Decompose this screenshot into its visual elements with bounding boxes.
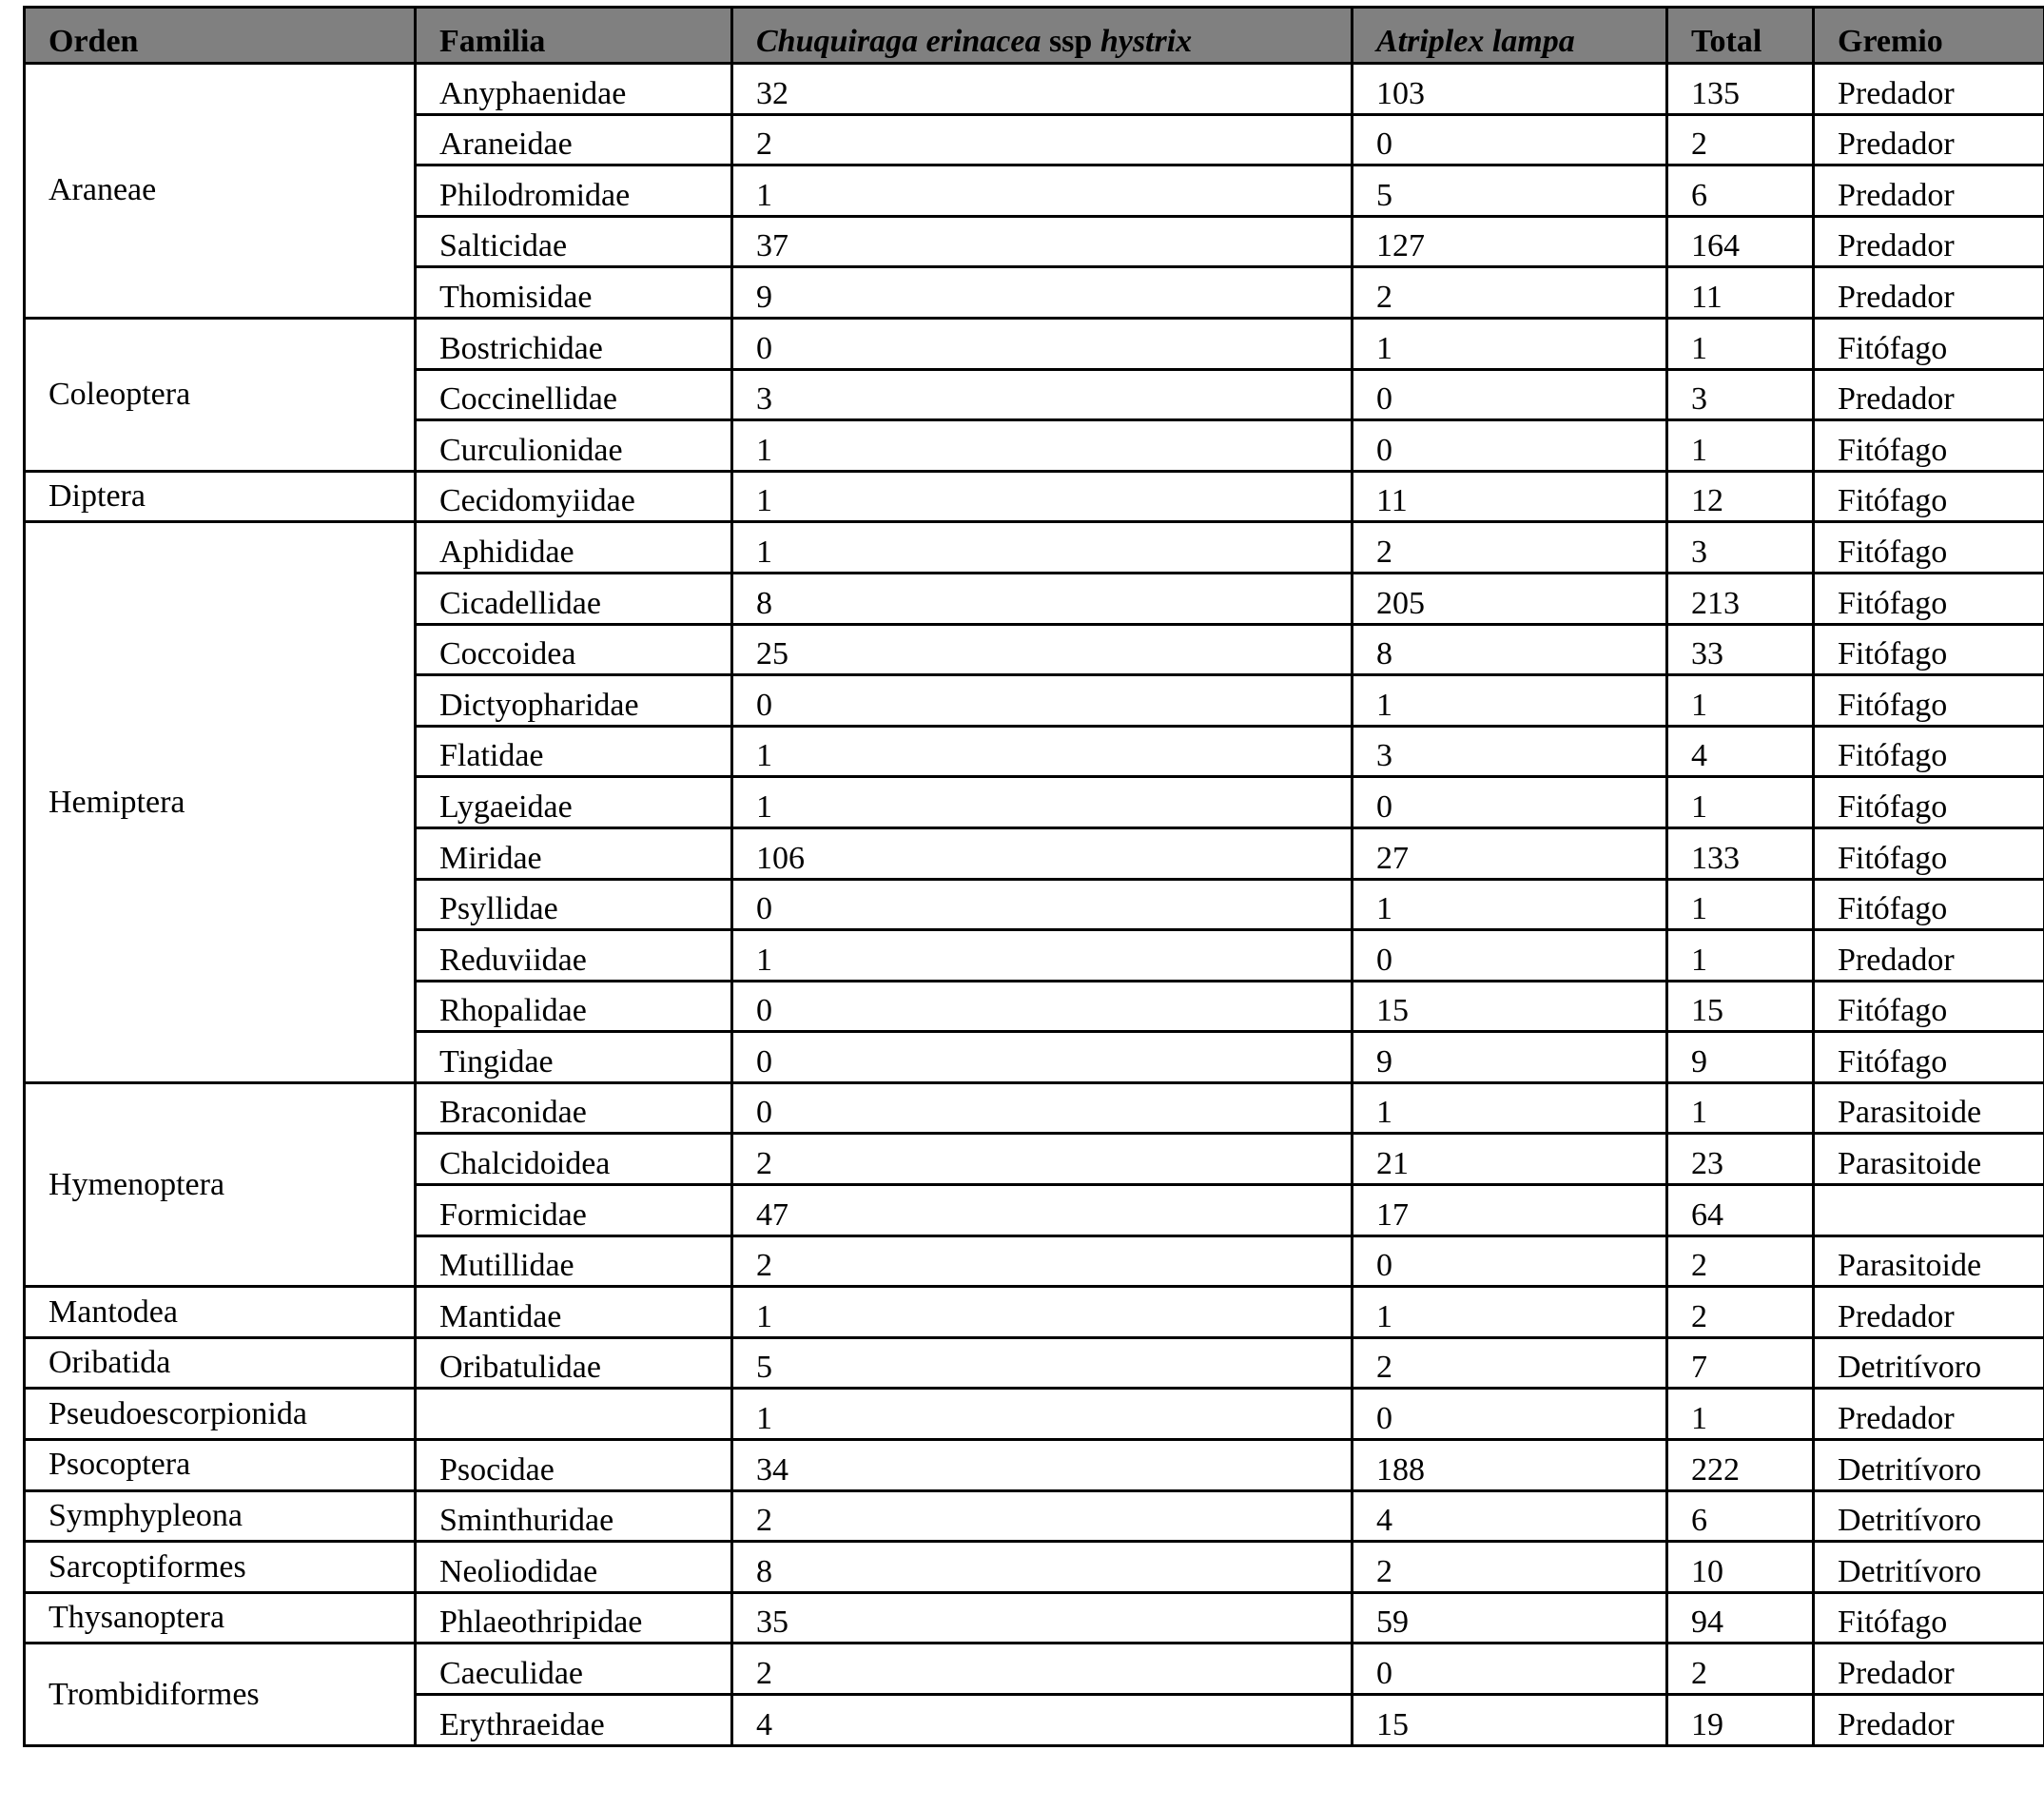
cell-orden: Trombidiformes bbox=[25, 1644, 416, 1745]
cell-gremio: Predador bbox=[1814, 930, 2044, 982]
cell-familia: Sminthuridae bbox=[416, 1490, 732, 1542]
cell-gremio: Detritívoro bbox=[1814, 1440, 2044, 1491]
cell-familia: Flatidae bbox=[416, 726, 732, 777]
cell-total: 64 bbox=[1667, 1185, 1814, 1236]
cell-atriplex: 1 bbox=[1353, 318, 1667, 369]
cell-chuquiraga: 2 bbox=[732, 1134, 1353, 1185]
cell-familia: Dictyopharidae bbox=[416, 675, 732, 727]
cell-chuquiraga: 1 bbox=[732, 522, 1353, 574]
cell-gremio: Fitófago bbox=[1814, 827, 2044, 879]
cell-total: 6 bbox=[1667, 165, 1814, 217]
cell-gremio: Detritívoro bbox=[1814, 1490, 2044, 1542]
cell-total: 3 bbox=[1667, 522, 1814, 574]
cell-gremio: Predador bbox=[1814, 1644, 2044, 1695]
cell-familia: Neoliodidae bbox=[416, 1542, 732, 1593]
cell-total: 12 bbox=[1667, 471, 1814, 522]
header-species-1-genus: Chuquiraga erinacea bbox=[756, 24, 1041, 59]
cell-orden: Symphypleona bbox=[25, 1490, 416, 1542]
cell-gremio: Predador bbox=[1814, 1695, 2044, 1746]
cell-gremio: Fitófago bbox=[1814, 420, 2044, 472]
cell-atriplex: 11 bbox=[1353, 471, 1667, 522]
cell-chuquiraga: 0 bbox=[732, 318, 1353, 369]
table-row bbox=[25, 1082, 2044, 1134]
cell-orden: Psocoptera bbox=[25, 1440, 416, 1491]
cell-chuquiraga: 25 bbox=[732, 624, 1353, 675]
cell-total: 2 bbox=[1667, 114, 1814, 165]
cell-total: 15 bbox=[1667, 981, 1814, 1032]
arthropod-table bbox=[23, 6, 2044, 1747]
cell-chuquiraga: 35 bbox=[732, 1592, 1353, 1644]
table-row bbox=[25, 318, 2044, 369]
cell-gremio: Fitófago bbox=[1814, 879, 2044, 930]
cell-orden: Mantodea bbox=[25, 1287, 416, 1338]
cell-gremio: Fitófago bbox=[1814, 1592, 2044, 1644]
cell-chuquiraga: 8 bbox=[732, 1542, 1353, 1593]
table-row bbox=[25, 1287, 2044, 1338]
cell-atriplex: 0 bbox=[1353, 1235, 1667, 1287]
cell-gremio: Fitófago bbox=[1814, 624, 2044, 675]
cell-familia: Lygaeidae bbox=[416, 777, 732, 828]
cell-atriplex: 0 bbox=[1353, 369, 1667, 420]
cell-total: 2 bbox=[1667, 1235, 1814, 1287]
cell-chuquiraga: 0 bbox=[732, 1082, 1353, 1134]
cell-orden: Coleoptera bbox=[25, 318, 416, 471]
cell-gremio: Fitófago bbox=[1814, 981, 2044, 1032]
cell-familia: Miridae bbox=[416, 827, 732, 879]
cell-familia: Thomisidae bbox=[416, 267, 732, 319]
cell-total: 1 bbox=[1667, 930, 1814, 982]
cell-gremio: Predador bbox=[1814, 64, 2044, 115]
cell-chuquiraga: 106 bbox=[732, 827, 1353, 879]
cell-familia: Reduviidae bbox=[416, 930, 732, 982]
cell-chuquiraga: 3 bbox=[732, 369, 1353, 420]
cell-familia: Philodromidae bbox=[416, 165, 732, 217]
cell-atriplex: 2 bbox=[1353, 522, 1667, 574]
cell-total: 1 bbox=[1667, 675, 1814, 727]
cell-atriplex: 205 bbox=[1353, 573, 1667, 624]
cell-familia: Araneidae bbox=[416, 114, 732, 165]
cell-chuquiraga: 5 bbox=[732, 1337, 1353, 1389]
cell-familia: Tingidae bbox=[416, 1032, 732, 1083]
cell-atriplex: 27 bbox=[1353, 827, 1667, 879]
cell-gremio: Fitófago bbox=[1814, 522, 2044, 574]
cell-atriplex: 59 bbox=[1353, 1592, 1667, 1644]
cell-atriplex: 2 bbox=[1353, 1337, 1667, 1389]
table-row bbox=[25, 1389, 2044, 1440]
cell-atriplex: 9 bbox=[1353, 1032, 1667, 1083]
table-row bbox=[25, 1644, 2044, 1695]
cell-chuquiraga: 0 bbox=[732, 879, 1353, 930]
cell-gremio: Predador bbox=[1814, 165, 2044, 217]
cell-familia: Oribatulidae bbox=[416, 1337, 732, 1389]
header-orden: Orden bbox=[25, 8, 416, 64]
cell-atriplex: 8 bbox=[1353, 624, 1667, 675]
cell-chuquiraga: 1 bbox=[732, 165, 1353, 217]
cell-atriplex: 1 bbox=[1353, 1082, 1667, 1134]
cell-atriplex: 103 bbox=[1353, 64, 1667, 115]
cell-atriplex: 1 bbox=[1353, 675, 1667, 727]
cell-total: 213 bbox=[1667, 573, 1814, 624]
header-species-2: Atriplex lampa bbox=[1353, 8, 1667, 64]
cell-chuquiraga: 1 bbox=[732, 777, 1353, 828]
cell-familia: Caeculidae bbox=[416, 1644, 732, 1695]
cell-atriplex: 0 bbox=[1353, 114, 1667, 165]
cell-atriplex: 15 bbox=[1353, 981, 1667, 1032]
cell-total: 1 bbox=[1667, 879, 1814, 930]
header-familia: Familia bbox=[416, 8, 732, 64]
cell-atriplex: 17 bbox=[1353, 1185, 1667, 1236]
cell-gremio: Predador bbox=[1814, 114, 2044, 165]
cell-orden: Hymenoptera bbox=[25, 1082, 416, 1286]
cell-chuquiraga: 0 bbox=[732, 981, 1353, 1032]
cell-atriplex: 188 bbox=[1353, 1440, 1667, 1491]
cell-familia: Braconidae bbox=[416, 1082, 732, 1134]
cell-gremio: Detritívoro bbox=[1814, 1542, 2044, 1593]
cell-atriplex: 15 bbox=[1353, 1695, 1667, 1746]
cell-orden: Oribatida bbox=[25, 1337, 416, 1389]
cell-familia bbox=[416, 1389, 732, 1440]
cell-total: 9 bbox=[1667, 1032, 1814, 1083]
cell-familia: Cecidomyiidae bbox=[416, 471, 732, 522]
cell-familia: Coccinellidae bbox=[416, 369, 732, 420]
cell-orden: Diptera bbox=[25, 471, 416, 522]
cell-total: 2 bbox=[1667, 1287, 1814, 1338]
cell-gremio: Fitófago bbox=[1814, 777, 2044, 828]
table-row bbox=[25, 1440, 2044, 1491]
cell-total: 33 bbox=[1667, 624, 1814, 675]
header-gremio: Gremio bbox=[1814, 8, 2044, 64]
cell-gremio: Parasitoide bbox=[1814, 1134, 2044, 1185]
cell-chuquiraga: 4 bbox=[732, 1695, 1353, 1746]
cell-chuquiraga: 2 bbox=[732, 1235, 1353, 1287]
table-body bbox=[25, 64, 2044, 1746]
header-total: Total bbox=[1667, 8, 1814, 64]
cell-total: 3 bbox=[1667, 369, 1814, 420]
cell-orden: Sarcoptiformes bbox=[25, 1542, 416, 1593]
cell-atriplex: 0 bbox=[1353, 1389, 1667, 1440]
cell-atriplex: 1 bbox=[1353, 879, 1667, 930]
cell-chuquiraga: 1 bbox=[732, 1287, 1353, 1338]
cell-gremio: Fitófago bbox=[1814, 318, 2044, 369]
cell-orden: Hemiptera bbox=[25, 522, 416, 1083]
cell-familia: Erythraeidae bbox=[416, 1695, 732, 1746]
cell-atriplex: 0 bbox=[1353, 420, 1667, 472]
cell-familia: Phlaeothripidae bbox=[416, 1592, 732, 1644]
cell-familia: Curculionidae bbox=[416, 420, 732, 472]
cell-familia: Mantidae bbox=[416, 1287, 732, 1338]
cell-gremio: Fitófago bbox=[1814, 675, 2044, 727]
cell-chuquiraga: 34 bbox=[732, 1440, 1353, 1491]
cell-total: 135 bbox=[1667, 64, 1814, 115]
cell-familia: Aphididae bbox=[416, 522, 732, 574]
cell-total: 6 bbox=[1667, 1490, 1814, 1542]
cell-total: 222 bbox=[1667, 1440, 1814, 1491]
cell-gremio: Predador bbox=[1814, 1287, 2044, 1338]
cell-total: 1 bbox=[1667, 318, 1814, 369]
cell-total: 1 bbox=[1667, 420, 1814, 472]
cell-atriplex: 4 bbox=[1353, 1490, 1667, 1542]
header-row bbox=[25, 8, 2044, 64]
cell-total: 1 bbox=[1667, 1389, 1814, 1440]
cell-atriplex: 2 bbox=[1353, 1542, 1667, 1593]
cell-chuquiraga: 0 bbox=[732, 1032, 1353, 1083]
table-row bbox=[25, 1490, 2044, 1542]
cell-gremio: Predador bbox=[1814, 1389, 2044, 1440]
cell-chuquiraga: 1 bbox=[732, 471, 1353, 522]
cell-gremio: Fitófago bbox=[1814, 1032, 2044, 1083]
cell-familia: Cicadellidae bbox=[416, 573, 732, 624]
table-row bbox=[25, 471, 2044, 522]
cell-gremio: Predador bbox=[1814, 369, 2044, 420]
cell-total: 4 bbox=[1667, 726, 1814, 777]
table-row bbox=[25, 1592, 2044, 1644]
cell-atriplex: 0 bbox=[1353, 930, 1667, 982]
cell-chuquiraga: 2 bbox=[732, 1490, 1353, 1542]
cell-familia: Formicidae bbox=[416, 1185, 732, 1236]
cell-chuquiraga: 0 bbox=[732, 675, 1353, 727]
cell-chuquiraga: 37 bbox=[732, 216, 1353, 267]
header-species-1-subspecies: hystrix bbox=[1100, 24, 1193, 59]
header-species-1-ssp: ssp bbox=[1041, 24, 1100, 59]
cell-atriplex: 127 bbox=[1353, 216, 1667, 267]
cell-familia: Salticidae bbox=[416, 216, 732, 267]
table-row bbox=[25, 1542, 2044, 1593]
cell-familia: Psyllidae bbox=[416, 879, 732, 930]
cell-chuquiraga: 8 bbox=[732, 573, 1353, 624]
cell-total: 164 bbox=[1667, 216, 1814, 267]
cell-gremio: Predador bbox=[1814, 216, 2044, 267]
cell-orden: Thysanoptera bbox=[25, 1592, 416, 1644]
table-row bbox=[25, 1337, 2044, 1389]
cell-total: 10 bbox=[1667, 1542, 1814, 1593]
cell-familia: Mutillidae bbox=[416, 1235, 732, 1287]
cell-atriplex: 21 bbox=[1353, 1134, 1667, 1185]
cell-atriplex: 0 bbox=[1353, 777, 1667, 828]
cell-total: 7 bbox=[1667, 1337, 1814, 1389]
cell-gremio: Predador bbox=[1814, 267, 2044, 319]
cell-total: 94 bbox=[1667, 1592, 1814, 1644]
cell-gremio: Fitófago bbox=[1814, 471, 2044, 522]
cell-total: 11 bbox=[1667, 267, 1814, 319]
cell-gremio: Fitófago bbox=[1814, 726, 2044, 777]
cell-chuquiraga: 47 bbox=[732, 1185, 1353, 1236]
cell-chuquiraga: 1 bbox=[732, 420, 1353, 472]
table-row bbox=[25, 522, 2044, 574]
cell-atriplex: 1 bbox=[1353, 1287, 1667, 1338]
cell-gremio: Fitófago bbox=[1814, 573, 2044, 624]
cell-orden: Araneae bbox=[25, 64, 416, 319]
cell-familia: Chalcidoidea bbox=[416, 1134, 732, 1185]
cell-chuquiraga: 1 bbox=[732, 930, 1353, 982]
cell-gremio: Detritívoro bbox=[1814, 1337, 2044, 1389]
cell-familia: Bostrichidae bbox=[416, 318, 732, 369]
cell-familia: Psocidae bbox=[416, 1440, 732, 1491]
cell-chuquiraga: 2 bbox=[732, 114, 1353, 165]
cell-total: 133 bbox=[1667, 827, 1814, 879]
cell-atriplex: 0 bbox=[1353, 1644, 1667, 1695]
cell-familia: Rhopalidae bbox=[416, 981, 732, 1032]
cell-total: 2 bbox=[1667, 1644, 1814, 1695]
cell-atriplex: 3 bbox=[1353, 726, 1667, 777]
cell-atriplex: 2 bbox=[1353, 267, 1667, 319]
cell-total: 1 bbox=[1667, 777, 1814, 828]
cell-atriplex: 5 bbox=[1353, 165, 1667, 217]
cell-chuquiraga: 32 bbox=[732, 64, 1353, 115]
cell-chuquiraga: 9 bbox=[732, 267, 1353, 319]
cell-gremio bbox=[1814, 1185, 2044, 1236]
cell-familia: Coccoidea bbox=[416, 624, 732, 675]
cell-chuquiraga: 1 bbox=[732, 1389, 1353, 1440]
cell-total: 19 bbox=[1667, 1695, 1814, 1746]
cell-gremio: Parasitoide bbox=[1814, 1082, 2044, 1134]
cell-total: 1 bbox=[1667, 1082, 1814, 1134]
cell-orden: Pseudoescorpionida bbox=[25, 1389, 416, 1440]
cell-total: 23 bbox=[1667, 1134, 1814, 1185]
cell-chuquiraga: 1 bbox=[732, 726, 1353, 777]
header-species-1 bbox=[732, 8, 1353, 64]
table-row bbox=[25, 64, 2044, 115]
cell-familia: Anyphaenidae bbox=[416, 64, 732, 115]
cell-chuquiraga: 2 bbox=[732, 1644, 1353, 1695]
cell-gremio: Parasitoide bbox=[1814, 1235, 2044, 1287]
